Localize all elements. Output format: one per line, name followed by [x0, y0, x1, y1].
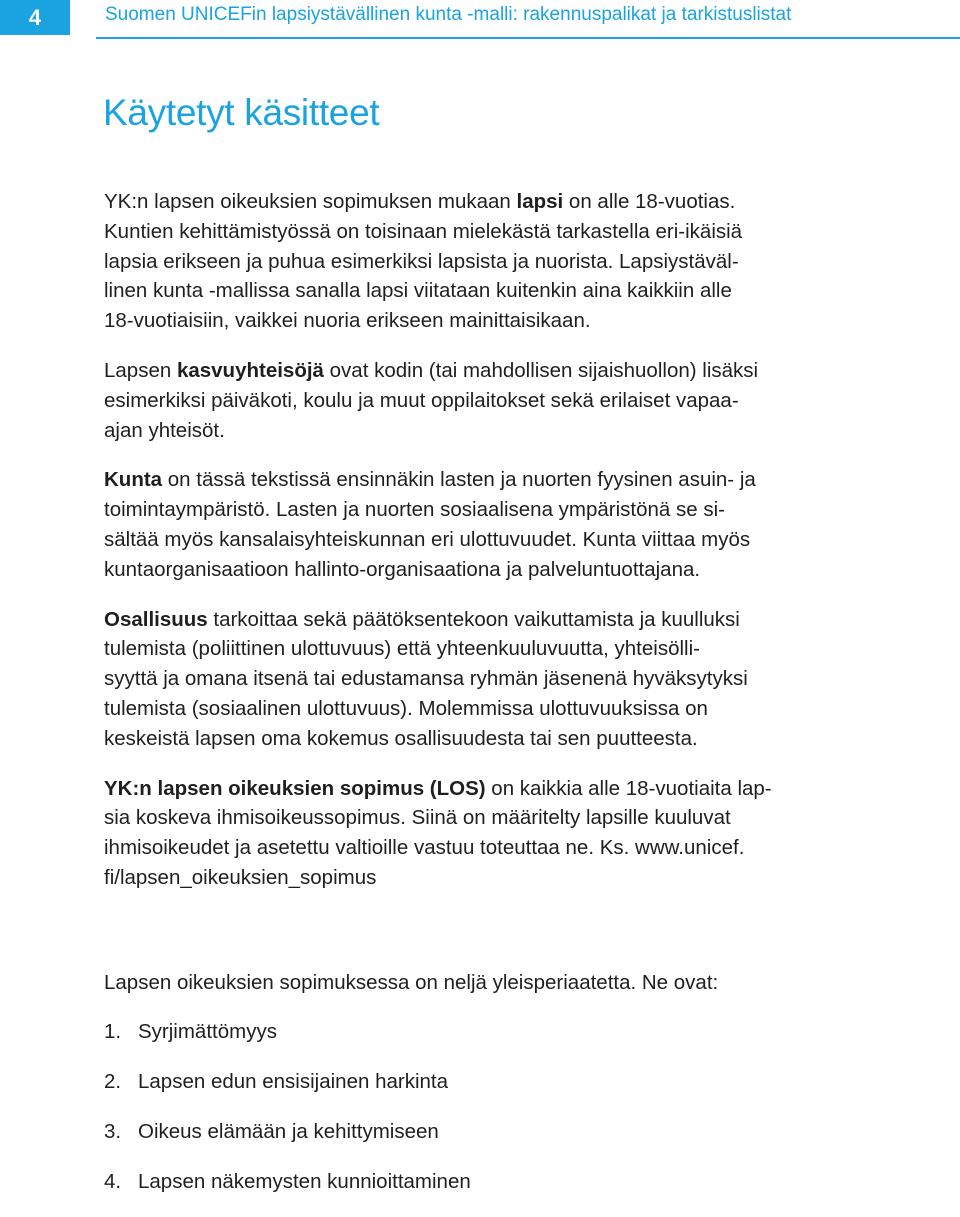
text-line: toimintaympäristö. Lasten ja nuorten sosiaalisena ympäristönä se si-	[104, 498, 725, 522]
paragraph-los	[104, 774, 949, 893]
list-item	[104, 1117, 471, 1167]
text-line: keskeistä lapsen oma kokemus osallisuudesta tai sen puutteesta.	[104, 726, 698, 750]
text-line: sältää myös kansalaisyhteiskunnan eri ulottuvuudet. Kunta viittaa myös	[104, 527, 751, 551]
text-line: sia koskeva ihmisoikeussopimus. Siinä on määritelty lapsille kuuluvat	[104, 806, 731, 830]
list-item	[104, 1017, 471, 1067]
text-run: YK:n lapsen oikeuksien sopimuksen mukaan	[104, 190, 517, 213]
definitions-body	[104, 187, 949, 893]
text-line: linen kunta -mallissa sanalla lapsi viitataan kuitenkin aina kaikkiin alle	[104, 279, 732, 303]
list-item-text: Lapsen edun ensisijainen harkinta	[138, 1070, 449, 1093]
list-item-text: Oikeus elämään ja kehittymiseen	[138, 1120, 439, 1143]
list-number: 2.	[104, 1070, 122, 1093]
text-run: Lapsen	[104, 358, 177, 382]
text-line: kuntaorganisaatioon hallinto-organisaationa ja palveluntuottajana.	[104, 557, 701, 581]
list-number: 1.	[104, 1020, 122, 1043]
text-run: ovat kodin (tai mahdollisen sijaishuollon) lisäksi	[323, 358, 759, 382]
text-run: on tässä tekstissä ensinnäkin lasten ja nuorten fyysinen asuin- ja	[162, 468, 756, 492]
text-line: ajan yhteisöt.	[104, 418, 225, 442]
paragraph-kunta	[104, 465, 949, 584]
text-line: 18-vuotiaisiin, vaikkei nuoria erikseen mainittaisikaan.	[104, 309, 591, 333]
text-line: Kuntien kehittämistyössä on toisinaan mielekästä tarkastella eri-ikäisiä	[104, 219, 743, 243]
text-line: tulemista (poliittinen ulottuvuus) että yhteenkuuluvuutta, yhteisölli-	[104, 637, 700, 661]
list-number: 4.	[104, 1170, 122, 1193]
text-line: esimerkiksi päiväkoti, koulu ja muut oppilaitokset sekä erilaiset vapaa-	[104, 388, 739, 412]
paragraph-osallisuus	[104, 605, 949, 754]
list-item-text: Lapsen näkemysten kunnioittaminen	[138, 1170, 471, 1193]
list-item	[104, 1067, 471, 1117]
term-osallisuus: Osallisuus	[104, 607, 208, 631]
paragraph-kasvuyhteisot	[104, 356, 949, 445]
paragraph-lapsi	[104, 187, 949, 336]
list-number: 3.	[104, 1120, 122, 1143]
text-line: tulemista (sosiaalinen ulottuvuus). Molemmissa ulottuvuuksissa on	[104, 696, 708, 720]
text-line	[104, 465, 949, 495]
text-run: on alle 18-vuotias.	[563, 190, 736, 213]
term-kunta: Kunta	[104, 468, 163, 492]
term-kasvuyhteisot: kasvuyhteisöjä	[176, 358, 324, 382]
text-line: lapsia erikseen ja puhua esimerkiksi lapsista ja nuorista. Lapsiystäväl-	[104, 249, 739, 273]
text-run: on kaikkia alle 18-vuotiaita lap-	[485, 776, 772, 800]
principles-list	[104, 1017, 471, 1217]
running-header: Suomen UNICEFin lapsiystävällinen kunta -malli: rakennuspalikat ja tarkistuslistat	[105, 4, 792, 25]
text-line	[104, 605, 949, 635]
text-run: tarkoittaa sekä päätöksentekoon vaikuttamista ja kuulluksi	[207, 607, 740, 631]
term-lapsi: lapsi	[516, 190, 564, 213]
text-line	[104, 187, 949, 217]
text-line	[104, 774, 949, 804]
list-item	[104, 1167, 471, 1217]
text-line: syyttä ja omana itsenä tai edustamansa ryhmän jäsenenä hyväksytyksi	[104, 667, 748, 691]
term-los: YK:n lapsen oikeuksien sopimus (LOS)	[104, 776, 486, 800]
text-line	[104, 356, 949, 386]
list-item-text: Syrjimättömyys	[138, 1020, 277, 1043]
principles-intro: Lapsen oikeuksien sopimuksessa on neljä yleisperiaatetta. Ne ovat:	[104, 971, 719, 994]
text-line: fi/lapsen_oikeuksien_sopimus	[104, 865, 377, 889]
page-number: 4	[0, 0, 70, 35]
text-line: ihmisoikeudet ja asetettu valtioille vastuu toteuttaa ne. Ks. www.unicef.	[104, 836, 745, 860]
page-title: Käytetyt käsitteet	[103, 92, 380, 133]
header-divider	[96, 37, 960, 39]
